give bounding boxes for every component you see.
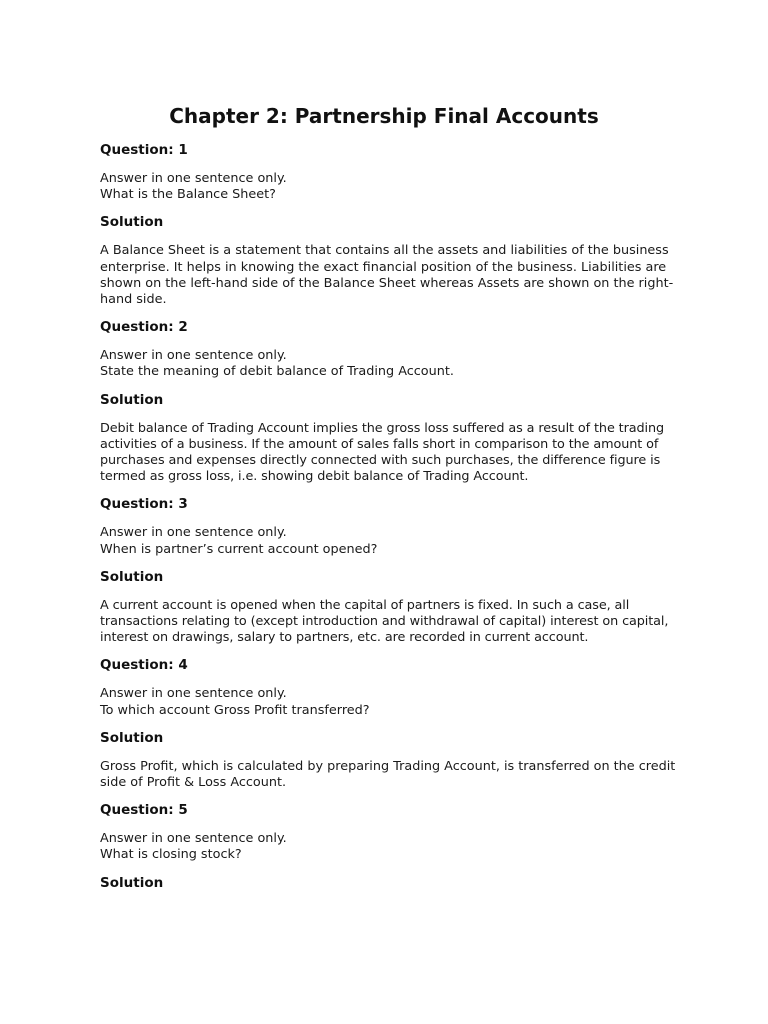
question-block-5 [100,802,680,891]
solution-text: Gross Profit, which is calculated by preparing Trading Account, is transferred on the credit side of Profit & Loss Account. [100,758,676,791]
question-prompt: Answer in one sentence only. State the meaning of debit balance of Trading Account. [100,348,454,380]
question-prompt: Answer in one sentence only. What is closing stock? [100,831,287,863]
solution-heading: Solution [100,214,164,231]
question-block-1 [100,142,680,308]
solution-heading: Solution [100,874,164,891]
question-prompt: Answer in one sentence only. What is the Balance Sheet? [100,171,287,203]
question-block-2 [100,319,680,485]
solution-heading: Solution [100,729,164,746]
question-prompt: Answer in one sentence only. To which account Gross Profit transferred? [100,686,370,718]
question-heading: Question: 3 [100,496,188,513]
document-body [100,142,680,904]
question-block-3 [100,496,680,646]
question-heading: Question: 1 [100,142,188,158]
solution-heading: Solution [100,568,164,585]
solution-heading: Solution [100,391,164,408]
solution-text: A Balance Sheet is a statement that contains all the assets and liabilities of the business enterprise. It helps in knowing the exact financial position of the business. Liabilities are shown on the left-hand side of the Balance Sheet whereas Assets are shown on the right-hand side. [100,243,674,308]
question-heading: Question: 4 [100,657,188,674]
question-heading: Question: 5 [100,802,188,819]
solution-text: Debit balance of Trading Account implies the gross loss suffered as a result of the trading activities of a business. If the amount of sales falls short in comparison to the amount of purchases and expenses directly connected with such purchases, the difference figure is termed as gross loss, i.e. showing debit balance of Trading Account. [100,420,665,485]
page-title: Chapter 2: Partnership Final Accounts [169,104,599,128]
question-block-4 [100,657,680,791]
question-heading: Question: 2 [100,319,188,336]
solution-text: A current account is opened when the capital of partners is fixed. In such a case, all transactions relating to (except introduction and withdrawal of capital) interest on capital, interest on drawings, salary to partners, etc. are recorded in current account. [100,597,669,646]
question-prompt: Answer in one sentence only. When is partner’s current account opened? [100,525,378,557]
